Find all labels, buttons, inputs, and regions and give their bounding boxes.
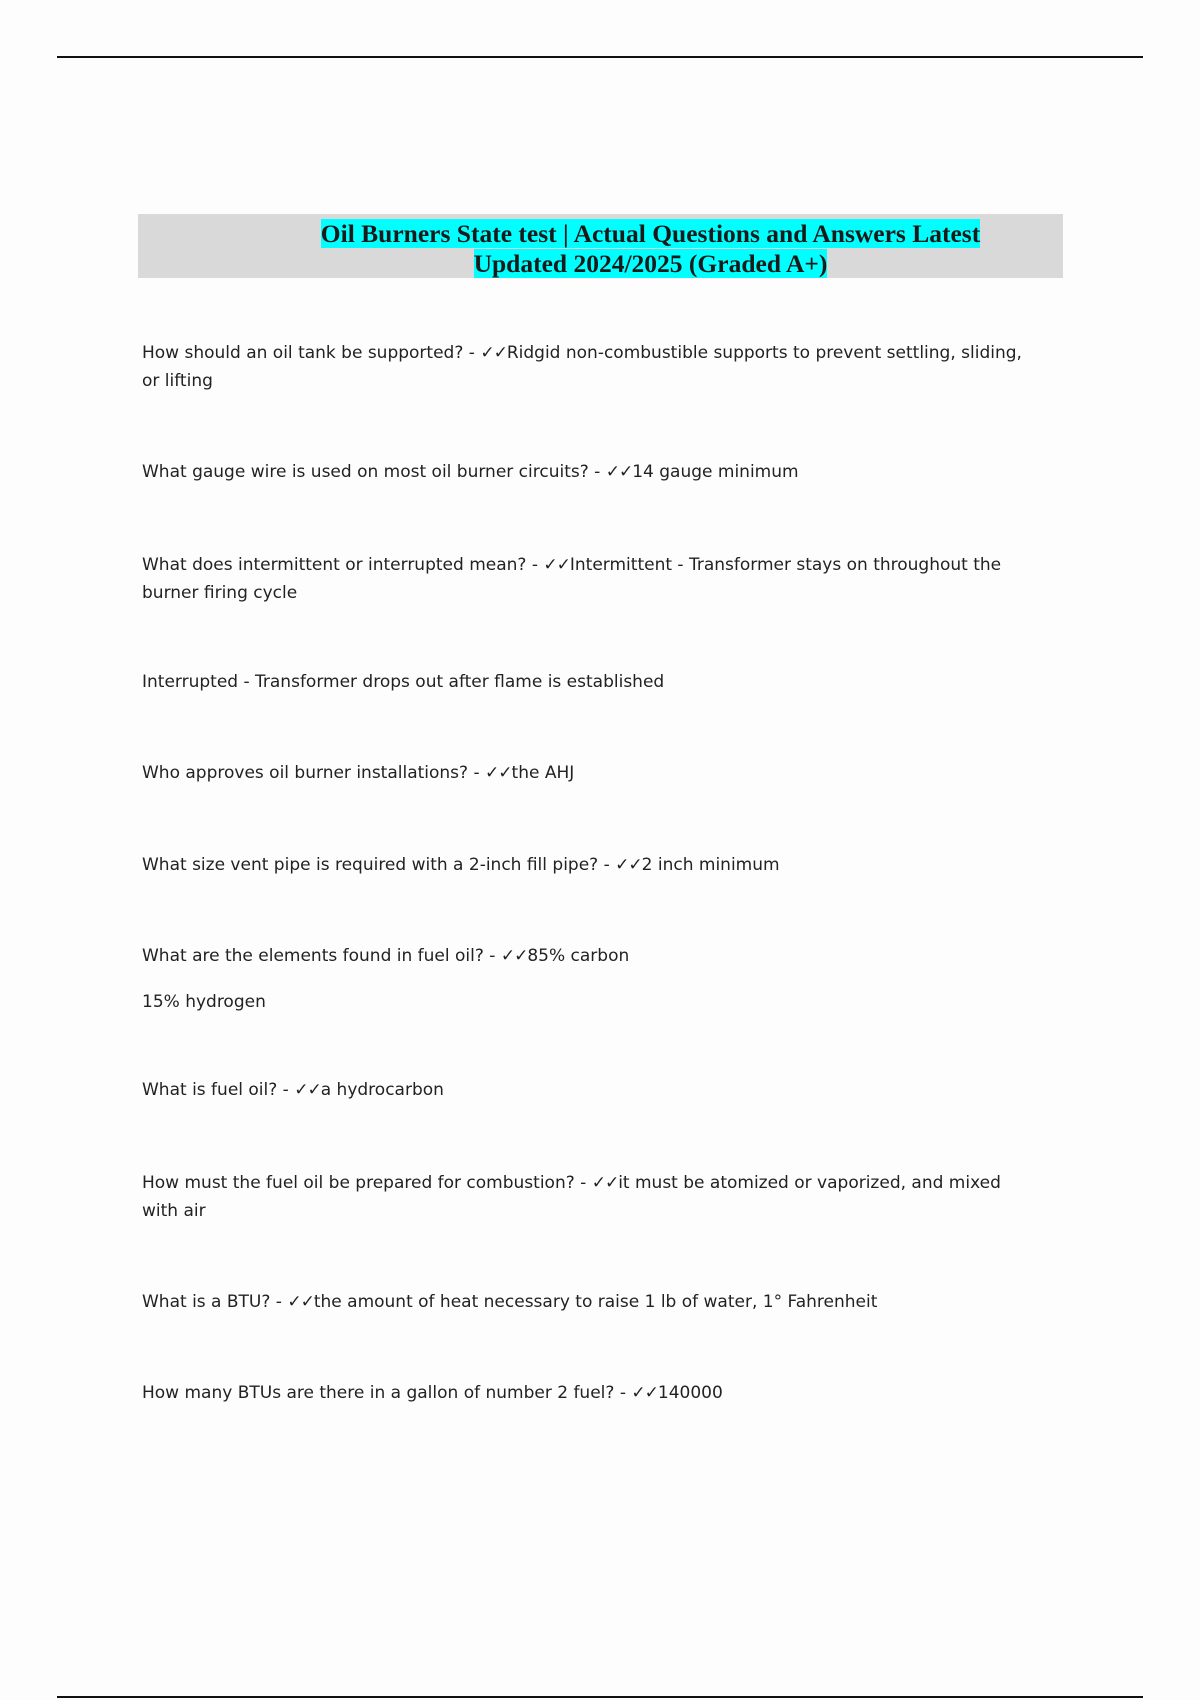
qa-item — [142, 759, 1022, 787]
separator: - — [270, 1292, 288, 1312]
check-icon: ✓✓ — [485, 763, 512, 783]
bottom-rule — [57, 1696, 1143, 1698]
answer-text: the AHJ — [511, 763, 575, 783]
check-icon: ✓✓ — [631, 1383, 658, 1403]
separator: - — [526, 555, 544, 575]
answer-text: Interrupted - Transformer drops out after flame is established — [142, 672, 665, 692]
question-text: What is fuel oil? — [142, 1080, 278, 1100]
qa-item — [142, 551, 1022, 607]
answer-text: Ridgid non-combustible supports to prevent settling, sliding, or lifting — [142, 343, 1022, 391]
title-line-1: Oil Burners State test | Actual Questions and Answers Latest — [320, 219, 981, 248]
check-icon: ✓✓ — [543, 555, 570, 575]
separator: - — [588, 462, 606, 482]
question-text: How must the fuel oil be prepared for combustion? — [142, 1173, 575, 1193]
title-line-2: Updated 2024/2025 (Graded A+) — [473, 249, 828, 278]
answer-text: 15% hydrogen — [142, 992, 266, 1012]
top-rule — [57, 56, 1143, 58]
check-icon: ✓✓ — [287, 1292, 314, 1312]
check-icon: ✓✓ — [605, 462, 633, 482]
separator: - — [483, 946, 501, 966]
separator: - — [468, 763, 486, 783]
answer-text: Intermittent - Transformer stays on throughout the burner firing cycle — [142, 555, 1002, 603]
separator: - — [614, 1383, 632, 1403]
check-icon: ✓✓ — [294, 1080, 321, 1100]
check-icon: ✓✓ — [591, 1173, 619, 1193]
question-text: What are the elements found in fuel oil? — [142, 946, 484, 966]
qa-item — [142, 1076, 1022, 1104]
qa-item — [142, 1169, 1022, 1225]
answer-text: 85% carbon — [527, 946, 630, 966]
qa-item — [142, 942, 1022, 970]
question-text: What does intermittent or interrupted mean? — [142, 555, 527, 575]
check-icon: ✓✓ — [480, 343, 507, 363]
question-text: What is a BTU? — [142, 1292, 271, 1312]
qa-item — [142, 851, 1022, 879]
answer-text: a hydrocarbon — [320, 1080, 444, 1100]
answer-text: 14 gauge minimum — [632, 462, 799, 482]
qa-item — [142, 339, 1022, 395]
answer-text: the amount of heat necessary to raise 1 lb of water, 1° Fahrenheit — [313, 1292, 878, 1312]
answer-text: it must be atomized or vaporized, and mixed with air — [142, 1173, 1001, 1221]
document-title — [138, 214, 1063, 278]
answer-text: 140000 — [657, 1383, 723, 1403]
answer-continuation — [142, 668, 1022, 696]
answer-continuation — [142, 988, 1022, 1016]
qa-item — [142, 458, 1022, 486]
question-text: How should an oil tank be supported? — [142, 343, 464, 363]
qa-item — [142, 1288, 1022, 1316]
separator: - — [574, 1173, 592, 1193]
check-icon: ✓✓ — [615, 855, 642, 875]
separator: - — [277, 1080, 295, 1100]
question-text: How many BTUs are there in a gallon of number 2 fuel? — [142, 1383, 615, 1403]
answer-text: 2 inch minimum — [641, 855, 780, 875]
separator: - — [598, 855, 616, 875]
question-text: Who approves oil burner installations? — [142, 763, 469, 783]
question-text: What size vent pipe is required with a 2-inch fill pipe? — [142, 855, 599, 875]
question-text: What gauge wire is used on most oil burner circuits? — [142, 462, 589, 482]
separator: - — [463, 343, 481, 363]
qa-item — [142, 1379, 1022, 1407]
check-icon: ✓✓ — [500, 946, 528, 966]
